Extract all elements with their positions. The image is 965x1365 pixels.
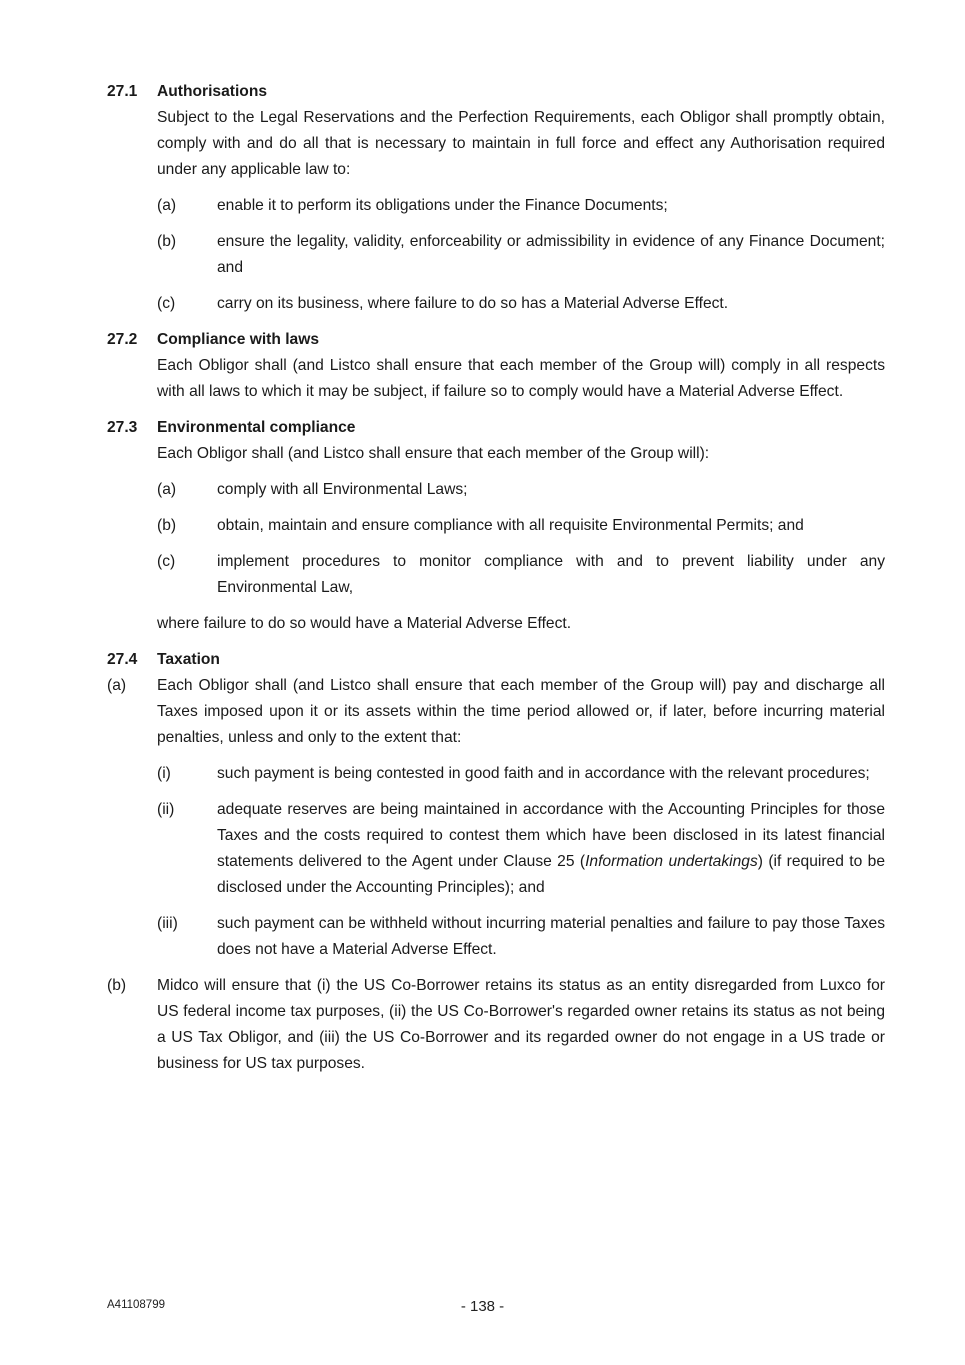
item-text: comply with all Environmental Laws;: [217, 481, 468, 498]
document-reference: A41108799: [107, 1299, 165, 1311]
item-text-part: adequate reserves are being maintained in accordance with the Accounting Principles for those Taxes and the costs required to contest them which have been disclosed in its latest financial statements delivered to the Agent under Clause 25 (: [217, 801, 885, 870]
item-label: (i): [157, 765, 171, 782]
document-body: [107, 79, 885, 1077]
item-label: (ii): [157, 801, 175, 818]
item-text: ensure the legality, validity, enforceability or admissibility in evidence of any Finance Document; and: [217, 233, 885, 276]
list-item: [107, 673, 885, 751]
item-label: (iii): [157, 915, 178, 932]
list-item: [107, 973, 885, 1077]
item-text: such payment can be withheld without incurring material penalties and failure to pay those Taxes does not have a Material Adverse Effect.: [217, 915, 885, 958]
item-text: enable it to perform its obligations under the Finance Documents;: [217, 197, 668, 214]
section-title: Compliance with laws: [157, 331, 320, 348]
section-title: Environmental compliance: [157, 419, 356, 436]
section-intro: Subject to the Legal Reservations and the Perfection Requirements, each Obligor shall promptly obtain, comply with and do all that is necessary to maintain in full force and effect any Authorisation required under any applicable law to:: [157, 109, 885, 178]
list-item: [157, 477, 885, 503]
section-number: 27.2: [107, 331, 138, 348]
section-outro: where failure to do so would have a Material Adverse Effect.: [157, 615, 572, 632]
section-number: 27.4: [107, 651, 138, 668]
item-label: (a): [157, 197, 177, 214]
sub-list-item: [157, 911, 885, 963]
list-item: [157, 549, 885, 601]
list-item: [157, 229, 885, 281]
sub-list-item: [157, 797, 885, 901]
list-item: [157, 291, 885, 317]
item-text: carry on its business, where failure to do so has a Material Adverse Effect.: [217, 295, 729, 312]
list-item: [157, 513, 885, 539]
section-number: 27.1: [107, 83, 138, 100]
page-number: - 138 -: [460, 1298, 505, 1315]
list-item: [157, 193, 885, 219]
section-heading-27-2: [107, 327, 885, 353]
section-heading-27-4: [107, 647, 885, 673]
section-heading-27-1: [107, 79, 885, 105]
item-text: implement procedures to monitor compliance with and to prevent liability under any Environmental Law,: [217, 553, 885, 596]
section-number: 27.3: [107, 419, 138, 436]
item-label: (c): [157, 553, 176, 570]
item-text: such payment is being contested in good faith and in accordance with the relevant procedures;: [217, 765, 870, 782]
sub-list-item: [157, 761, 885, 787]
item-label: (a): [107, 677, 127, 694]
item-label: (a): [157, 481, 177, 498]
section-heading-27-3: [107, 415, 885, 441]
item-text: Midco will ensure that (i) the US Co-Borrower retains its status as an entity disregarded from Luxco for US federal income tax purposes, (ii) the US Co-Borrower's regarded owner retains its status as not being a US Tax Obligor, and (iii) the US Co-Borrower and its regarded owner do not engage in a US trade or business for US tax purposes.: [157, 977, 885, 1072]
section-intro: Each Obligor shall (and Listco shall ensure that each member of the Group will):: [157, 445, 710, 462]
item-text: [217, 797, 885, 901]
section-title: Taxation: [157, 651, 220, 668]
item-label: (c): [157, 295, 176, 312]
item-text: Each Obligor shall (and Listco shall ensure that each member of the Group will) pay and discharge all Taxes imposed upon it or its assets within the time period allowed or, if later, before incurring material penalties, unless and only to the extent that:: [157, 677, 885, 746]
clause-reference: Information undertakings: [585, 853, 758, 870]
item-text-part: ) (if required to be disclosed under the Accounting Principles); and: [217, 853, 885, 896]
section-title: Authorisations: [157, 83, 268, 100]
section-body: Each Obligor shall (and Listco shall ensure that each member of the Group will) comply in all respects with all laws to which it may be subject, if failure so to comply would have a Material Adverse Effect.: [157, 357, 885, 400]
item-text: obtain, maintain and ensure compliance with all requisite Environmental Permits; and: [217, 517, 804, 534]
item-label: (b): [157, 517, 177, 534]
item-label: (b): [107, 977, 127, 994]
item-label: (b): [157, 233, 177, 250]
